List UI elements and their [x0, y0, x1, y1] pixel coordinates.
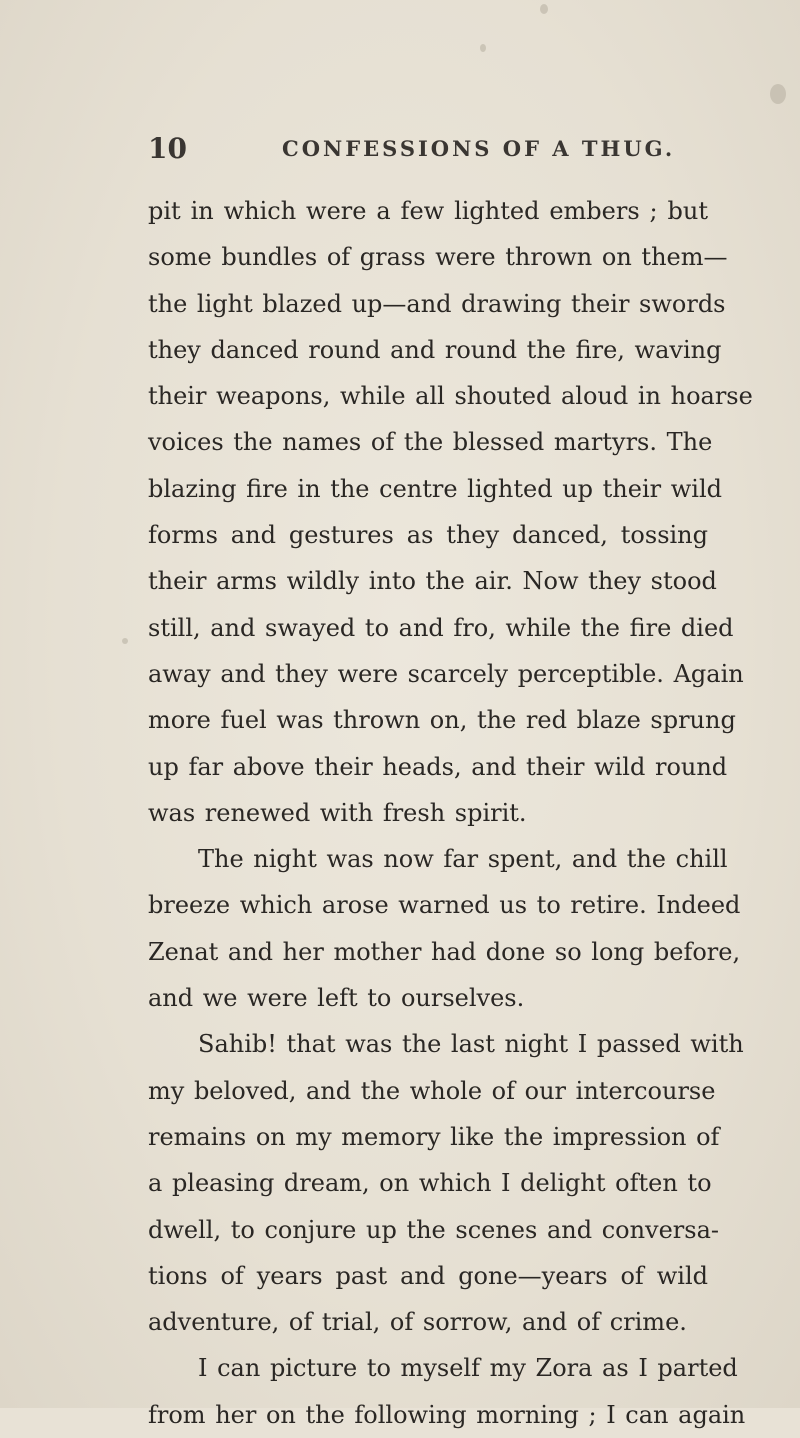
running-head: CONFESSIONS OF A THUG.	[282, 136, 676, 161]
text-line: Sahib! that was the last night I passed with	[198, 1030, 744, 1059]
text-line: The night was now far spent, and the chill	[198, 845, 728, 874]
text-line: tions of years past and gone—years of wild	[148, 1261, 708, 1290]
page-header	[148, 132, 708, 172]
text-line: up far above their heads, and their wild round	[148, 752, 728, 781]
text-line: remains on my memory like the impression of	[148, 1122, 720, 1151]
text-line: forms and gestures as they danced, tossing	[148, 521, 708, 550]
paper-blemish	[770, 84, 786, 104]
text-line: breeze which arose warned us to retire. Indeed	[148, 891, 741, 920]
paper-blemish	[122, 638, 128, 644]
text-line: and we were left to ourselves.	[148, 984, 525, 1013]
text-line: their arms wildly into the air. Now they stood	[148, 567, 717, 596]
text-line: still, and swayed to and fro, while the fire died	[148, 613, 734, 642]
text-line: away and they were scarcely perceptible. Again	[148, 659, 744, 688]
text-line: blazing fire in the centre lighted up their wild	[148, 474, 722, 503]
text-line: my beloved, and the whole of our intercourse	[148, 1076, 716, 1105]
text-line: some bundles of grass were thrown on them—	[148, 243, 728, 272]
text-line: voices the names of the blessed martyrs. The	[148, 428, 713, 457]
text-line: the light blazed up—and drawing their swords	[148, 289, 726, 318]
text-line: was renewed with fresh spirit.	[148, 798, 527, 827]
text-line: pit in which were a few lighted embers ; but	[148, 197, 708, 225]
page-number: 10	[148, 132, 187, 165]
text-line: from her on the following morning ; I can again	[148, 1400, 746, 1429]
body-text	[148, 188, 753, 1438]
text-line: Zenat and her mother had done so long before,	[148, 937, 741, 966]
text-line: dwell, to conjure up the scenes and conversa-	[148, 1215, 720, 1244]
text-line: more fuel was thrown on, the red blaze sprung	[148, 706, 736, 735]
text-line: adventure, of trial, of sorrow, and of crime.	[148, 1308, 687, 1337]
text-line: they danced round and round the fire, waving	[148, 335, 722, 364]
paper-blemish	[540, 4, 548, 14]
text-line: a pleasing dream, on which I delight often to	[148, 1169, 712, 1198]
text-line: their weapons, while all shouted aloud in hoarse	[148, 382, 753, 411]
text-line: I can picture to myself my Zora as I parted	[198, 1354, 738, 1383]
paper-blemish	[480, 44, 486, 52]
